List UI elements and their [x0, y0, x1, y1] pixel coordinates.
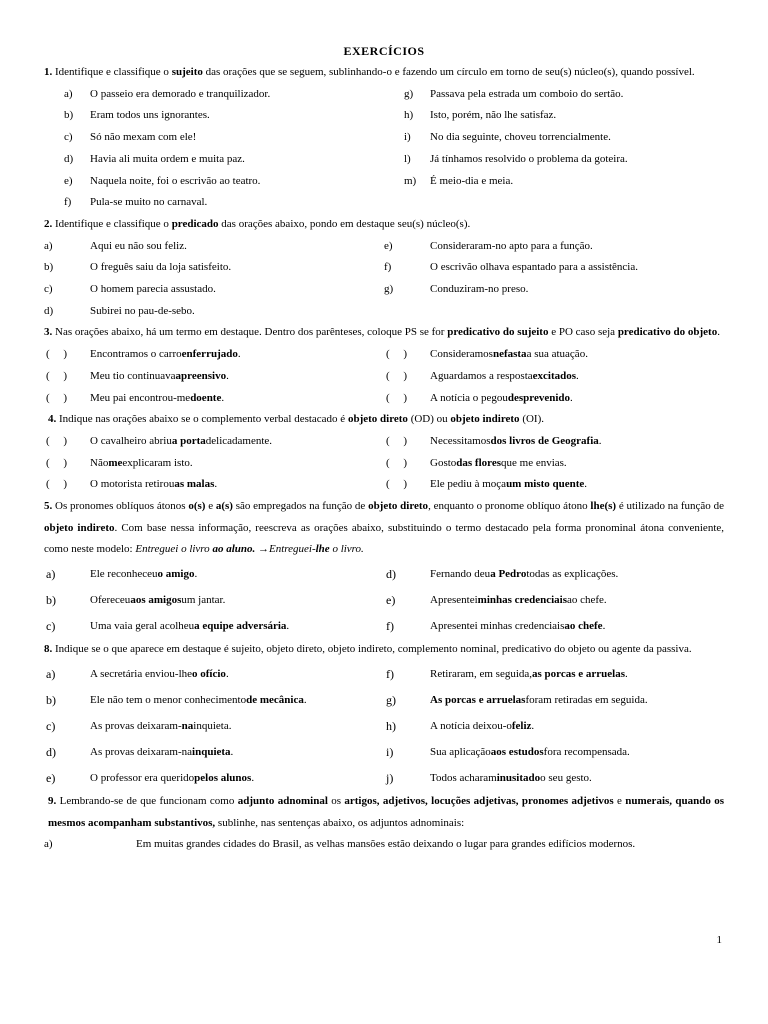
highlighted-term: aos estudos [490, 745, 544, 758]
list-item [44, 257, 384, 279]
item-text: . [584, 478, 588, 491]
question-3-items [44, 344, 724, 409]
list-item [384, 687, 724, 713]
item-letter: j) [386, 770, 394, 785]
item-text: ao chefe. [566, 594, 607, 607]
answer-blank[interactable]: ( ) [46, 434, 68, 447]
list-item [44, 687, 384, 713]
item-letter: c) [46, 619, 56, 634]
highlighted-term: doente [190, 391, 222, 404]
highlighted-term: as porcas e arruelas [532, 667, 626, 680]
left-column [44, 431, 384, 496]
highlighted-term: inquieta [192, 745, 231, 758]
highlighted-term: na [181, 719, 194, 732]
highlighted-term: As porcas e arruelas [430, 693, 526, 706]
item-text: Meu pai encontrou-me [90, 391, 191, 404]
item-text: . [237, 348, 241, 361]
question-number: 1. [44, 66, 53, 78]
item-text: Já tínhamos resolvido o problema da goteira. [430, 152, 628, 165]
answer-blank[interactable]: ( ) [46, 456, 68, 469]
highlighted-term: objeto direto [368, 500, 429, 513]
item-text: . [570, 391, 573, 404]
prompt-text: Indique nas orações abaixo se o complemento verbal destacado é [56, 413, 348, 426]
item-text: Encontramos o carro [90, 348, 182, 361]
answer-blank[interactable]: ( ) [386, 391, 408, 404]
item-text: A notícia o pegou [430, 391, 508, 404]
highlighted-term: das flores [456, 456, 501, 469]
item-text: Naquela noite, foi o escrivão ao teatro. [90, 174, 261, 187]
question-1-prompt [44, 62, 724, 84]
highlighted-term: a Pedro [490, 568, 527, 581]
item-letter: m) [404, 174, 417, 187]
arrow-icon: → [255, 543, 269, 556]
list-item [44, 661, 384, 687]
prompt-text: e [205, 500, 216, 513]
question-number: 5. [44, 500, 53, 513]
item-text: . [602, 620, 606, 633]
list-item [384, 171, 724, 193]
question-2-items [44, 236, 724, 323]
list-item [384, 765, 724, 791]
highlighted-term: objeto direto [347, 413, 408, 426]
item-letter: d) [64, 152, 74, 165]
highlighted-term: artigos, adjetivos, locuções adjetivas, pronomes adjetivos [344, 794, 614, 807]
list-item [384, 431, 724, 453]
highlighted-term: numerais, quando os mesmos acompanham substantivos, [48, 794, 725, 829]
prompt-text: sublinhe, nas sentenças abaixo, os adjuntos adnominais: [215, 816, 465, 829]
item-letter: g) [384, 283, 394, 296]
item-text: No dia seguinte, choveu torrencialmente. [430, 131, 611, 144]
answer-blank[interactable]: ( ) [386, 348, 408, 361]
item-letter: f) [384, 261, 392, 274]
item-text: O homem parecia assustado. [90, 283, 216, 296]
prompt-text: , enquanto o pronome oblíquo átono [428, 500, 591, 513]
prompt-text: . [717, 326, 720, 339]
highlighted-term: adjunto adnominal [237, 794, 328, 807]
prompt-text: (OD) ou [407, 413, 451, 426]
highlighted-term: enferrujado [181, 348, 238, 361]
list-item [384, 344, 724, 366]
answer-blank[interactable]: ( ) [386, 369, 408, 382]
prompt-text: . Com base nessa informação, reescreva as orações abaixo, substituindo o termo destacado pela forma pronominal átona conveniente, como neste modelo: [44, 521, 725, 556]
item-text: Sua aplicação [430, 745, 491, 758]
item-text: Conduziram-no preso. [430, 283, 529, 296]
item-text: Fernando deu [430, 568, 491, 581]
item-letter: e) [64, 174, 73, 187]
item-text: Eram todos uns ignorantes. [90, 109, 210, 122]
item-text: que me envias. [501, 456, 567, 469]
item-letter: d) [44, 304, 54, 317]
question-4-prompt [44, 409, 724, 431]
list-item [384, 453, 724, 475]
list-item [44, 587, 384, 613]
item-text: Apresentei minhas credenciais [430, 620, 565, 633]
item-text: O cavalheiro abriu [90, 434, 172, 447]
answer-blank[interactable]: ( ) [46, 369, 68, 382]
item-text: Ele pediu à moça [430, 478, 507, 491]
list-item [44, 561, 384, 587]
list-item [44, 105, 384, 127]
highlighted-term: a equipe adversária [194, 620, 287, 633]
list-item [44, 765, 384, 791]
prompt-text: Lembrando-se de que funcionam como [56, 794, 238, 807]
item-text: A secretária enviou-lhe [90, 667, 193, 680]
example-highlight: ao aluno. [212, 543, 256, 556]
question-8-prompt [44, 639, 724, 661]
list-item [44, 171, 384, 193]
item-letter: a) [44, 239, 53, 252]
left-column [44, 344, 384, 409]
item-text: Pula-se muito no carnaval. [90, 196, 208, 209]
list-item [384, 713, 724, 739]
highlighted-term: o amigo [157, 568, 195, 581]
item-letter: e) [46, 770, 56, 785]
item-letter: f) [64, 196, 72, 209]
item-letter: c) [64, 131, 73, 144]
highlighted-term: predicativo do objeto [617, 326, 718, 339]
example-text: Entreguei o livro [135, 543, 213, 556]
list-item [384, 279, 724, 301]
prompt-text: Nas orações abaixo, há um termo em destaque. Dentro dos parênteses, coloque PS se for [52, 326, 448, 339]
item-text: Aguardamos a resposta [430, 369, 533, 382]
list-item [44, 453, 384, 475]
item-text: Só não mexam com ele! [90, 131, 197, 144]
prompt-text: (OI). [519, 413, 544, 426]
highlighted-term: o ofício [192, 667, 226, 680]
question-8-items [44, 661, 724, 791]
item-text: . [303, 693, 307, 706]
answer-blank[interactable]: ( ) [386, 434, 408, 447]
item-text: O professor era querido [90, 771, 195, 784]
list-item [384, 84, 724, 106]
item-letter: e) [384, 239, 393, 252]
item-text: fora recompensada. [543, 745, 630, 758]
prompt-text: Identifique e classifique o [52, 217, 172, 230]
item-letter: g) [404, 87, 414, 100]
item-letter: a) [44, 838, 53, 851]
item-text: foram retiradas em seguida. [525, 693, 648, 706]
item-text: inquieta. [193, 719, 232, 732]
item-text: . [286, 620, 290, 633]
item-text: Apresentei [430, 594, 478, 607]
highlighted-term: um misto quente [506, 478, 585, 491]
item-text: . [194, 568, 198, 581]
item-text: Uma vaia geral acolheu [90, 620, 195, 633]
item-text: todas as explicações. [526, 568, 619, 581]
list-item [44, 301, 384, 323]
item-text: A notícia deixou-o [430, 719, 512, 732]
answer-blank[interactable]: ( ) [46, 478, 68, 491]
item-letter: d) [386, 567, 396, 582]
list-item [384, 257, 724, 279]
list-item [384, 474, 724, 496]
prompt-text: Identifique e classifique o [52, 66, 172, 78]
highlighted-term: nefasta [492, 348, 527, 361]
item-text: Subirei no pau-de-sebo. [90, 304, 195, 317]
item-letter: h) [386, 718, 396, 733]
highlighted-term: ao chefe [564, 620, 603, 633]
item-text: . [214, 478, 218, 491]
item-letter: c) [46, 718, 56, 733]
item-text: O motorista retirou [90, 478, 175, 491]
document-body [44, 62, 724, 856]
highlighted-term: minhas credenciais [477, 594, 567, 607]
answer-blank[interactable]: ( ) [386, 456, 408, 469]
highlighted-term: feliz [511, 719, 532, 732]
list-item [44, 149, 384, 171]
page-title: EXERCÍCIOS [343, 44, 425, 58]
item-letter: i) [386, 744, 394, 759]
list-item [44, 127, 384, 149]
list-item [384, 661, 724, 687]
item-letter: f) [386, 666, 394, 681]
item-text: Passava pela estrada um comboio do sertão. [430, 87, 624, 100]
prompt-text: são empregados na função de [232, 500, 369, 513]
item-text: As provas deixaram- [90, 719, 182, 732]
right-column [384, 561, 724, 639]
answer-blank[interactable]: ( ) [46, 391, 68, 404]
left-column [44, 561, 384, 639]
item-text: o seu gesto. [540, 771, 592, 784]
question-3-prompt [44, 322, 724, 344]
item-text: Ele reconheceu [90, 568, 158, 581]
list-item [44, 474, 384, 496]
question-5-items [44, 561, 724, 639]
item-letter: b) [44, 261, 54, 274]
item-text: Em muitas grandes cidades do Brasil, as velhas mansões estão deixando o lugar para grandes edifícios modernos. [136, 838, 636, 851]
highlighted-term: inusitado [496, 771, 541, 784]
list-item [44, 834, 724, 856]
highlighted-term: o(s) [188, 500, 206, 513]
answer-blank[interactable]: ( ) [386, 478, 408, 491]
item-text: . [625, 667, 628, 680]
example-highlight: lhe [315, 543, 330, 556]
question-1-items [44, 84, 724, 214]
prompt-text: é utilizado na função de [616, 500, 724, 513]
example-text: o livro. [329, 543, 364, 556]
item-text: . [226, 369, 229, 382]
highlighted-term: objeto indireto [44, 521, 115, 534]
list-item [384, 587, 724, 613]
list-item [44, 713, 384, 739]
item-text: . [598, 434, 602, 447]
item-letter: a) [64, 87, 73, 100]
example-text: Entreguei- [268, 543, 316, 556]
item-text: . [221, 391, 225, 404]
item-text: Ele não tem o menor conhecimento [90, 693, 247, 706]
question-number: 9. [48, 794, 57, 807]
list-item [384, 388, 724, 410]
item-text: Isto, porém, não lhe satisfaz. [430, 109, 557, 122]
item-letter: d) [46, 744, 56, 759]
list-item [384, 739, 724, 765]
item-text: Consideramos [430, 348, 493, 361]
highlighted-term: predicativo do sujeito [447, 326, 549, 339]
item-text: um jantar. [181, 594, 226, 607]
item-letter: h) [404, 109, 414, 122]
item-letter: l) [404, 152, 411, 165]
list-item [44, 236, 384, 258]
question-4-items [44, 431, 724, 496]
item-letter: i) [404, 131, 411, 144]
item-text: É meio-dia e meia. [430, 174, 514, 187]
item-letter: e) [386, 593, 396, 608]
item-letter: f) [386, 619, 394, 634]
prompt-text: os [327, 794, 345, 807]
right-column [384, 236, 724, 323]
question-2-prompt [44, 214, 724, 236]
prompt-text: das orações abaixo, pondo em destaque seu(s) núcleo(s). [218, 217, 471, 230]
item-text: Havia ali muita ordem e muita paz. [90, 152, 245, 165]
page-number: 1 [716, 934, 722, 946]
right-column [384, 84, 724, 214]
item-letter: b) [46, 692, 56, 707]
right-column [384, 344, 724, 409]
right-column [384, 431, 724, 496]
prompt-text: Os pronomes oblíquos átonos [52, 500, 189, 513]
left-column [44, 236, 384, 323]
right-column [384, 661, 724, 791]
highlighted-term: objeto indireto [450, 413, 520, 426]
item-text: Aqui eu não sou feliz. [90, 239, 187, 252]
highlighted-term: aos amigos [130, 594, 182, 607]
item-letter: a) [46, 666, 56, 681]
list-item [44, 192, 384, 214]
list-item [384, 366, 724, 388]
highlighted-term: desprevenido [507, 391, 571, 404]
list-item [384, 613, 724, 639]
item-letter: b) [64, 109, 74, 122]
list-item [44, 84, 384, 106]
item-text: delicadamente. [205, 434, 273, 447]
item-text: As provas deixaram-na [90, 745, 193, 758]
list-item [44, 388, 384, 410]
item-letter: c) [44, 283, 53, 296]
prompt-text: e [613, 794, 626, 807]
highlighted-term: pelos alunos [194, 771, 252, 784]
highlighted-term: as malas [174, 478, 215, 491]
item-text: Ofereceu [90, 594, 131, 607]
highlighted-term: apreensivo [175, 369, 227, 382]
question-5-prompt [44, 496, 724, 561]
left-column [44, 661, 384, 791]
question-9-prompt [44, 791, 724, 834]
prompt-text: e PO caso seja [548, 326, 618, 339]
item-text: Não [90, 456, 109, 469]
item-text: Retiraram, em seguida, [430, 667, 533, 680]
highlighted-term: a(s) [215, 500, 233, 513]
list-item [384, 149, 724, 171]
item-text: Gosto [430, 456, 457, 469]
item-text: Meu tio continuava [90, 369, 176, 382]
list-item [44, 613, 384, 639]
highlighted-term: de mecânica [246, 693, 304, 706]
prompt-text: Indique se o que aparece em destaque é sujeito, objeto direto, objeto indireto, complemento nominal, predicativo do objeto ou agente da passiva. [52, 643, 692, 656]
item-text: . [576, 369, 579, 382]
list-item [44, 739, 384, 765]
highlighted-term: me [108, 456, 123, 469]
item-letter: a) [46, 567, 56, 582]
item-text: Necessitamos [430, 434, 491, 447]
question-number: 4. [48, 413, 57, 426]
item-text: a sua atuação. [526, 348, 588, 361]
item-text: Consideraram-no apto para a função. [430, 239, 593, 252]
item-text: explicaram isto. [122, 456, 193, 469]
highlighted-term: sujeito [171, 66, 203, 78]
list-item [44, 366, 384, 388]
list-item [384, 561, 724, 587]
item-letter: g) [386, 692, 396, 707]
question-number: 3. [44, 326, 53, 339]
answer-blank[interactable]: ( ) [46, 348, 68, 361]
highlighted-term: dos livros de Geografia [490, 434, 599, 447]
question-number: 8. [44, 643, 53, 656]
prompt-text: das orações que se seguem, sublinhando-o e fazendo um círculo em torno de seu(s) núcleo(s), quando possível. [202, 66, 695, 78]
item-text: . [531, 719, 535, 732]
list-item [44, 344, 384, 366]
highlighted-term: excitados [532, 369, 577, 382]
item-text: Todos acharam [430, 771, 497, 784]
highlighted-term: a porta [171, 434, 206, 447]
question-number: 2. [44, 217, 53, 230]
list-item [44, 279, 384, 301]
item-text: . [230, 745, 234, 758]
item-text: . [251, 771, 255, 784]
list-item [384, 236, 724, 258]
list-item [44, 431, 384, 453]
item-text: O escrivão olhava espantado para a assistência. [430, 261, 638, 274]
list-item [384, 105, 724, 127]
item-text: O passeio era demorado e tranquilizador. [90, 87, 271, 100]
item-text: . [225, 667, 229, 680]
list-item [384, 127, 724, 149]
highlighted-term: predicado [171, 217, 219, 230]
left-column [44, 84, 384, 214]
item-letter: b) [46, 593, 56, 608]
highlighted-term: lhe(s) [590, 500, 617, 513]
item-text: O freguês saiu da loja satisfeito. [90, 261, 232, 274]
